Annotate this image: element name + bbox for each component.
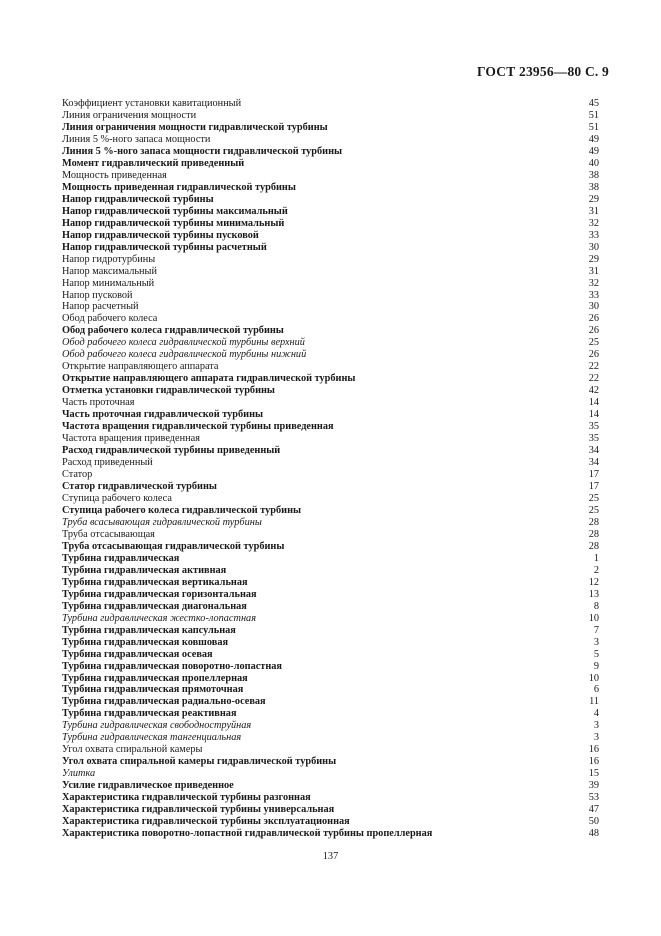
index-term: Расход приведенный [62, 457, 153, 469]
index-entry [62, 756, 599, 768]
index-entry [62, 792, 599, 804]
index-entry [62, 445, 599, 457]
index-term: Открытие направляющего аппарата гидравлической турбины [62, 373, 356, 385]
index-page-ref: 29 [588, 193, 599, 205]
index-page-ref: 40 [588, 157, 599, 169]
index-term: Напор расчетный [62, 301, 139, 313]
index-term: Часть проточная гидравлической турбины [62, 409, 264, 421]
index-term: Напор пусковой [62, 289, 133, 301]
index-term: Турбина гидравлическая капсульная [62, 624, 236, 636]
index-term: Турбина гидравлическая [62, 552, 180, 564]
index-entry [62, 385, 599, 397]
index-term: Отметка установки гидравлической турбины [62, 385, 275, 397]
index-page-ref: 29 [588, 253, 599, 265]
index-entry [62, 230, 599, 242]
index-term: Момент гидравлический приведенный [62, 157, 245, 169]
index-page-ref: 15 [588, 768, 599, 780]
index-page-ref: 42 [588, 385, 599, 397]
index-page-ref: 45 [588, 98, 599, 109]
index-entry [62, 361, 599, 373]
index-page-ref: 32 [588, 217, 599, 229]
index-entry [62, 218, 599, 230]
index-page-ref: 49 [588, 133, 599, 145]
index-term: Угол охвата спиральной камеры гидравлической турбины [62, 756, 337, 768]
index-page-ref: 7 [593, 624, 599, 636]
index-page-ref: 33 [588, 289, 599, 301]
index-page-ref: 31 [588, 205, 599, 217]
index-term: Напор гидравлической турбины максимальный [62, 205, 288, 217]
index-term: Труба отсасывающая [62, 528, 155, 540]
index-page-ref: 30 [588, 301, 599, 313]
index-entry [62, 505, 599, 517]
index-term: Ступица рабочего колеса гидравлической турбины [62, 504, 302, 516]
index-page-ref: 12 [588, 576, 599, 588]
index-page-ref: 28 [588, 540, 599, 552]
index-page-ref: 22 [588, 373, 599, 385]
index-page-ref: 3 [593, 732, 599, 744]
index-term: Улитка [62, 768, 96, 780]
index-entry [62, 134, 599, 146]
index-page-ref: 28 [588, 528, 599, 540]
document-header: ГОСТ 23956—80 С. 9 [476, 64, 609, 79]
index-entry [62, 601, 599, 613]
index-term: Статор гидравлической турбины [62, 481, 217, 492]
index-page-ref: 10 [588, 612, 599, 624]
index-page-ref: 30 [588, 241, 599, 253]
index-page-ref: 47 [588, 804, 599, 816]
index-page-ref: 4 [593, 708, 599, 720]
index-term: Напор максимальный [62, 265, 157, 277]
index-entry [62, 613, 599, 625]
index-entry [62, 409, 599, 421]
index-entry [62, 146, 599, 158]
index-entry [62, 816, 599, 828]
index-entry [62, 768, 599, 780]
term-index [62, 98, 599, 840]
index-page-ref: 16 [588, 744, 599, 756]
index-entry [62, 625, 599, 637]
index-term: Характеристика гидравлической турбины разгонная [62, 792, 311, 804]
index-entry [62, 708, 599, 720]
index-term: Ступица рабочего колеса [62, 492, 172, 504]
index-entry [62, 397, 599, 409]
index-page-ref: 10 [588, 672, 599, 684]
index-term: Частота вращения приведенная [62, 433, 200, 445]
index-entry [62, 577, 599, 589]
index-term: Расход гидравлической турбины приведенный [62, 445, 281, 457]
index-term: Труба отсасывающая гидравлической турбины [62, 540, 285, 552]
index-page-ref: 6 [593, 684, 599, 696]
index-entry [62, 469, 599, 481]
index-entry [62, 529, 599, 541]
index-entry [62, 517, 599, 529]
index-entry [62, 278, 599, 290]
index-term: Турбина гидравлическая радиально-осевая [62, 696, 266, 708]
index-entry [62, 290, 599, 302]
index-entry [62, 301, 599, 313]
index-term: Турбина гидравлическая активная [62, 564, 227, 576]
index-term: Турбина гидравлическая поворотно-лопастная [62, 660, 282, 672]
index-term: Мощность приведенная гидравлической турбины [62, 181, 296, 193]
index-entry [62, 373, 599, 385]
index-entry [62, 684, 599, 696]
index-entry [62, 206, 599, 218]
index-term: Характеристика поворотно-лопастной гидравлической турбины пропеллерная [62, 828, 433, 840]
index-page-ref: 2 [593, 564, 599, 576]
index-entry [62, 182, 599, 194]
index-page-ref: 51 [588, 109, 599, 121]
index-term: Напор гидравлической турбины расчетный [62, 241, 267, 253]
index-entry [62, 732, 599, 744]
index-page-ref: 31 [588, 265, 599, 277]
index-page-ref: 17 [588, 469, 599, 481]
index-entry [62, 804, 599, 816]
index-entry [62, 493, 599, 505]
index-entry [62, 122, 599, 134]
index-entry [62, 481, 599, 493]
index-page-ref: 25 [588, 504, 599, 516]
index-page-ref: 8 [593, 600, 599, 612]
index-entry [62, 661, 599, 673]
index-entry [62, 266, 599, 278]
index-term: Обод рабочего колеса гидравлической турбины верхний [62, 337, 305, 349]
index-page-ref: 14 [588, 397, 599, 409]
index-page-ref: 51 [588, 121, 599, 133]
index-page-ref: 22 [588, 361, 599, 373]
index-term: Часть проточная [62, 397, 135, 409]
index-page-ref: 50 [588, 816, 599, 828]
index-entry [62, 325, 599, 337]
index-entry [62, 349, 599, 361]
index-term: Характеристика гидравлической турбины универсальная [62, 804, 335, 816]
index-term: Коэффициент установки кавитационный [62, 98, 242, 109]
index-term: Турбина гидравлическая свободноструйная [62, 720, 252, 732]
index-page-ref: 38 [588, 181, 599, 193]
index-entry [62, 637, 599, 649]
index-page-ref: 14 [588, 409, 599, 421]
index-page-ref: 26 [588, 349, 599, 361]
index-term: Усилие гидравлическое приведенное [62, 780, 234, 792]
index-page-ref: 28 [588, 516, 599, 528]
index-entry [62, 110, 599, 122]
index-page-ref: 3 [593, 720, 599, 732]
index-term: Турбина гидравлическая реактивная [62, 708, 237, 720]
index-page-ref: 34 [588, 457, 599, 469]
index-term: Линия 5 %-ного запаса мощности гидравлической турбины [62, 145, 343, 157]
index-term: Обод рабочего колеса гидравлической турбины [62, 325, 284, 337]
index-page-ref: 9 [593, 660, 599, 672]
index-page-ref: 48 [588, 828, 599, 840]
index-term: Турбина гидравлическая жестко-лопастная [62, 612, 256, 624]
index-term: Турбина гидравлическая тангенциальная [62, 732, 242, 744]
index-entry [62, 170, 599, 182]
index-term: Напор гидравлической турбины пусковой [62, 229, 259, 241]
index-page-ref: 35 [588, 421, 599, 433]
index-term: Напор гидравлической турбины минимальный [62, 217, 285, 229]
index-page-ref: 25 [588, 337, 599, 349]
index-page-ref: 17 [588, 481, 599, 492]
index-page-ref: 5 [593, 648, 599, 660]
index-page-ref: 35 [588, 433, 599, 445]
index-entry [62, 744, 599, 756]
index-term: Напор гидротурбины [62, 253, 156, 265]
index-page-ref: 26 [588, 325, 599, 337]
index-page-ref: 13 [588, 588, 599, 600]
index-term: Угол охвата спиральной камеры [62, 744, 203, 756]
page-number: 137 [322, 851, 339, 862]
index-entry [62, 828, 599, 840]
index-page-ref: 49 [588, 145, 599, 157]
index-page-ref: 26 [588, 313, 599, 325]
index-term: Открытие направляющего аппарата [62, 361, 219, 373]
index-entry [62, 254, 599, 266]
index-term: Статор [62, 469, 93, 481]
index-entry [62, 457, 599, 469]
index-entry [62, 696, 599, 708]
index-entry [62, 337, 599, 349]
index-page-ref: 39 [588, 780, 599, 792]
index-term: Турбина гидравлическая пропеллерная [62, 672, 248, 684]
index-term: Линия ограничения мощности гидравлической турбины [62, 121, 328, 133]
index-term: Напор гидравлической турбины [62, 193, 214, 205]
index-entry [62, 98, 599, 110]
index-term: Частота вращения гидравлической турбины приведенная [62, 421, 334, 433]
index-entry [62, 242, 599, 254]
index-entry [62, 433, 599, 445]
index-page-ref: 53 [588, 792, 599, 804]
index-term: Линия ограничения мощности [62, 109, 197, 121]
index-term: Мощность приведенная [62, 169, 167, 181]
index-entry [62, 720, 599, 732]
index-page-ref: 3 [593, 636, 599, 648]
index-term: Напор минимальный [62, 277, 155, 289]
index-term: Турбина гидравлическая осевая [62, 648, 213, 660]
index-term: Турбина гидравлическая диагональная [62, 600, 247, 612]
index-page-ref: 33 [588, 229, 599, 241]
index-page-ref: 11 [589, 696, 599, 708]
index-page-ref: 1 [593, 552, 599, 564]
index-entry [62, 780, 599, 792]
index-term: Линия 5 %-ного запаса мощности [62, 133, 211, 145]
index-term: Турбина гидравлическая горизонтальная [62, 588, 257, 600]
index-term: Обод рабочего колеса [62, 313, 158, 325]
index-page-ref: 32 [588, 277, 599, 289]
index-page-ref: 34 [588, 445, 599, 457]
index-page-ref: 38 [588, 169, 599, 181]
index-term: Турбина гидравлическая вертикальная [62, 576, 248, 588]
index-page-ref: 25 [588, 492, 599, 504]
index-entry [62, 649, 599, 661]
index-page-ref: 16 [588, 756, 599, 768]
index-term: Турбина гидравлическая ковшовая [62, 636, 229, 648]
index-term: Турбина гидравлическая прямоточная [62, 684, 244, 696]
index-entry [62, 421, 599, 433]
index-entry [62, 553, 599, 565]
index-term: Обод рабочего колеса гидравлической турбины нижний [62, 349, 307, 361]
index-entry [62, 541, 599, 553]
index-entry [62, 589, 599, 601]
index-term: Труба всасывающая гидравлической турбины [62, 516, 262, 528]
index-entry [62, 565, 599, 577]
index-entry [62, 158, 599, 170]
index-entry [62, 673, 599, 685]
index-entry [62, 313, 599, 325]
index-term: Характеристика гидравлической турбины эксплуатационная [62, 816, 350, 828]
index-entry [62, 194, 599, 206]
